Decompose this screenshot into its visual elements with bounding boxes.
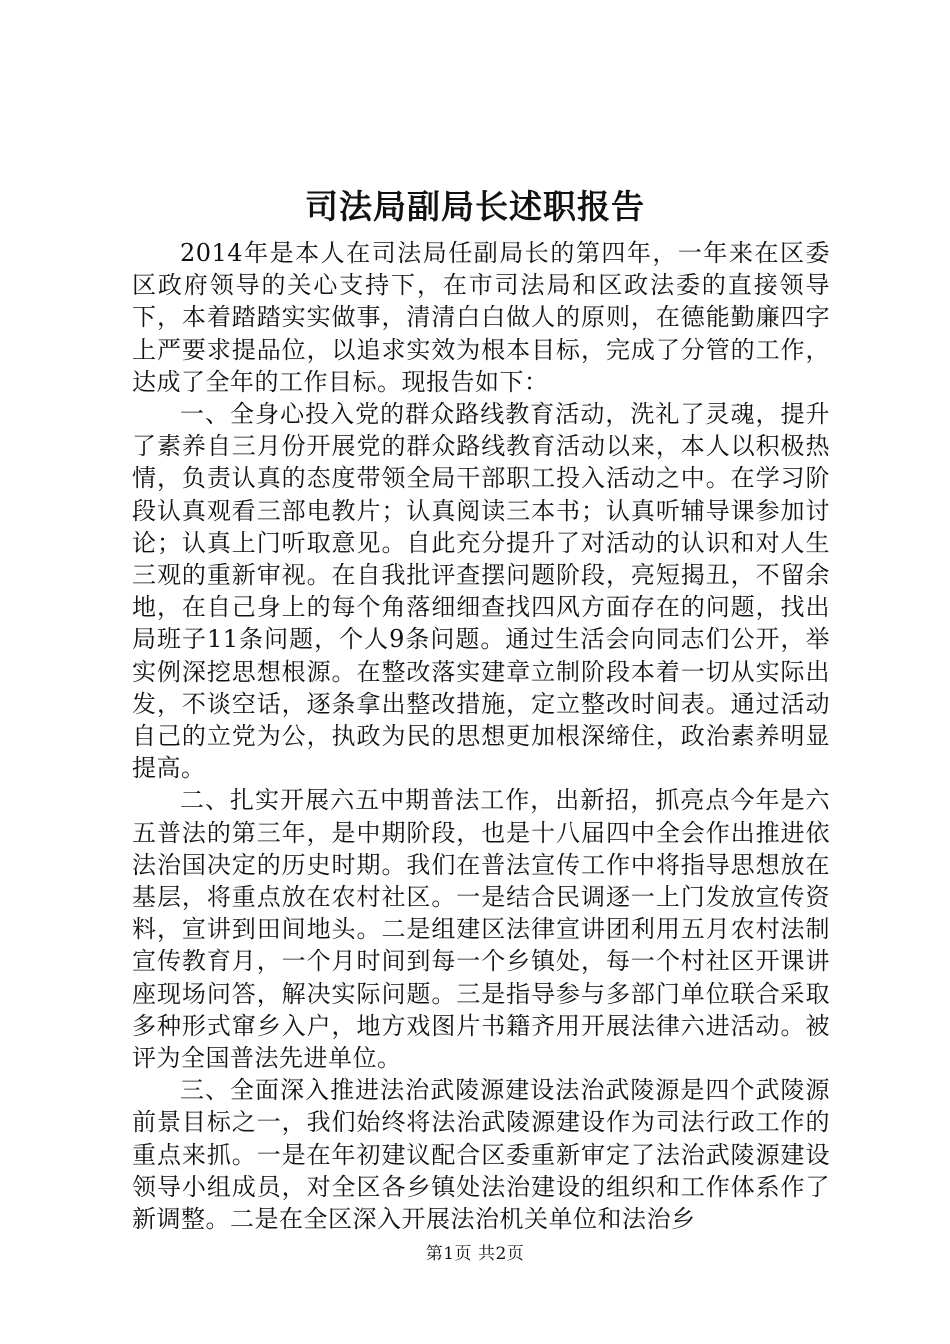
document-title: 司法局副局长述职报告	[305, 187, 645, 226]
paragraph-section-2: 二、扎实开展六五中期普法工作，出新招，抓亮点今年是六五普法的第三年，是中期阶段，也是十八届四中全会作出推进依法治国决定的历史时期。我们在普法宣传工作中将指导思想放在基层，将重点放在农村社区。一是结合民调逐一上门发放宣传资料，宣讲到田间地头。二是组建区法律宣讲团利用五月农村法制宣传教育月，一个月时间到每一个乡镇处，每一个村社区开课讲座现场问答，解决实际问题。三是指导参与多部门单位联合采取多种形式窜乡入户，地方戏图片书籍齐用开展法律六进活动。被评为全国普法先进单位。	[132, 786, 830, 1073]
paragraph-section-3: 三、全面深入推进法治武陵源建设法治武陵源是四个武陵源前景目标之一，我们始终将法治武陵源建设作为司法行政工作的重点来抓。一是在年初建议配合区委重新审定了法治武陵源建设领导小组成员，对全区各乡镇处法治建设的组织和工作体系作了新调整。二是在全区深入开展法治机关单位和法治乡	[132, 1076, 830, 1234]
paragraph-intro: 2014年是本人在司法局任副局长的第四年，一年来在区委区政府领导的关心支持下，在市司法局和区政法委的直接领导下，本着踏踏实实做事，清清白白做人的原则，在德能勤廉四字上严要求提品位，以追求实效为根本目标，完成了分管的工作，达成了全年的工作目标。现报告如下：	[132, 239, 830, 396]
page-number-footer: 第1页 共2页	[425, 1244, 525, 1264]
paragraph-section-1: 一、全身心投入党的群众路线教育活动，洗礼了灵魂，提升了素养自三月份开展党的群众路线教育活动以来，本人以积极热情，负责认真的态度带领全局干部职工投入活动之中。在学习阶段认真观看三部电教片；认真阅读三本书；认真听辅导课参加讨论；认真上门听取意见。自此充分提升了对活动的认识和对人生三观的重新审视。在自我批评查摆问题阶段，亮短揭丑，不留余地，在自己身上的每个角落细细查找四风方面存在的问题，找出局班子11条问题，个人9条问题。通过生活会向同志们公开，举实例深挖思想根源。在整改落实建章立制阶段本着一切从实际出发，不谈空话，逐条拿出整改措施，定立整改时间表。通过活动自己的立党为公，执政为民的思想更加根深缔住，政治素养明显提高。	[132, 400, 830, 783]
document-body	[132, 237, 830, 1235]
